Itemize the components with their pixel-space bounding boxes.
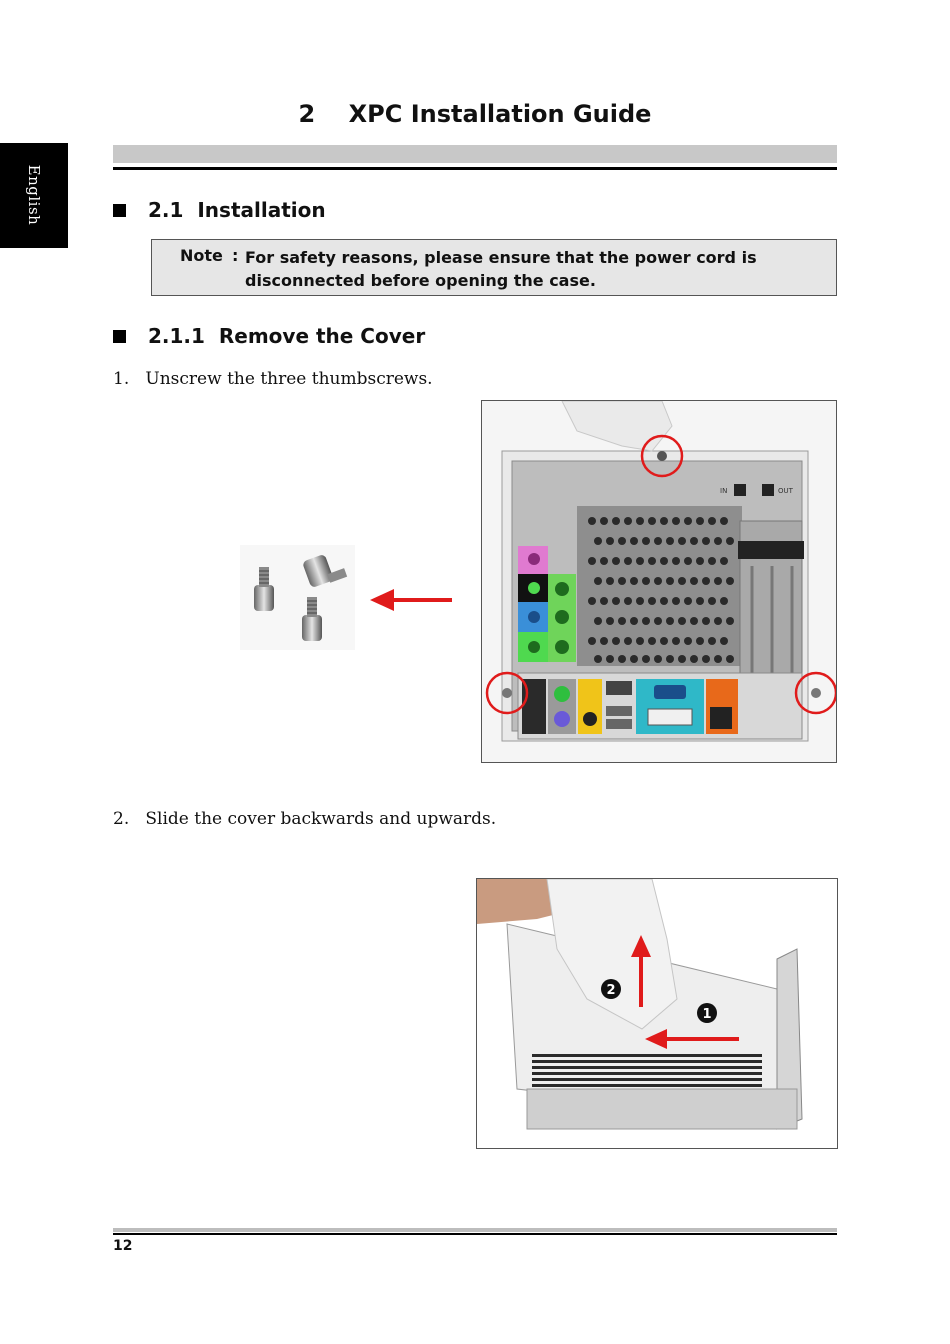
slide-cover-photo: [476, 878, 838, 1149]
subsection-heading: [113, 324, 425, 348]
section-heading: [113, 198, 326, 222]
safety-note: [151, 239, 837, 296]
rear-panel-photo: [481, 400, 837, 763]
chapter-title: 2 XPC Installation Guide: [298, 100, 652, 128]
step-text: Unscrew the three thumbscrews.: [145, 369, 433, 389]
language-tab: [0, 143, 68, 248]
out-label: OUT: [778, 487, 793, 495]
step-number: 2.: [113, 809, 130, 829]
header-rule: [113, 167, 837, 170]
note-colon: :: [232, 246, 239, 265]
step-2: [113, 809, 496, 829]
step-text: Slide the cover backwards and upwards.: [145, 809, 497, 829]
slide-cover-illustration: [477, 879, 837, 1148]
footer-gray-bar: [113, 1228, 837, 1232]
language-tab-label: English: [25, 164, 43, 226]
subsection-heading-text: 2.1.1 Remove the Cover: [148, 324, 426, 348]
square-bullet-icon: [113, 204, 126, 217]
page-number: 12: [113, 1238, 133, 1254]
footer-rule: [113, 1233, 837, 1235]
step-1: [113, 369, 433, 389]
step-number: 1.: [113, 369, 130, 389]
square-bullet-icon: [113, 330, 126, 343]
red-arrow-icon: [368, 585, 454, 615]
thumbscrews-image: [240, 545, 355, 650]
marker-2: 2: [606, 983, 616, 998]
marker-1: 1: [702, 1007, 712, 1022]
in-label: IN: [720, 487, 728, 495]
note-label: Note: [180, 246, 223, 265]
note-text: For safety reasons, please ensure that the power cord is disconnected before opening the case.: [245, 248, 757, 290]
rear-panel-illustration: [482, 401, 836, 762]
header-gray-bar: [113, 145, 837, 163]
section-heading-text: 2.1 Installation: [148, 198, 326, 222]
